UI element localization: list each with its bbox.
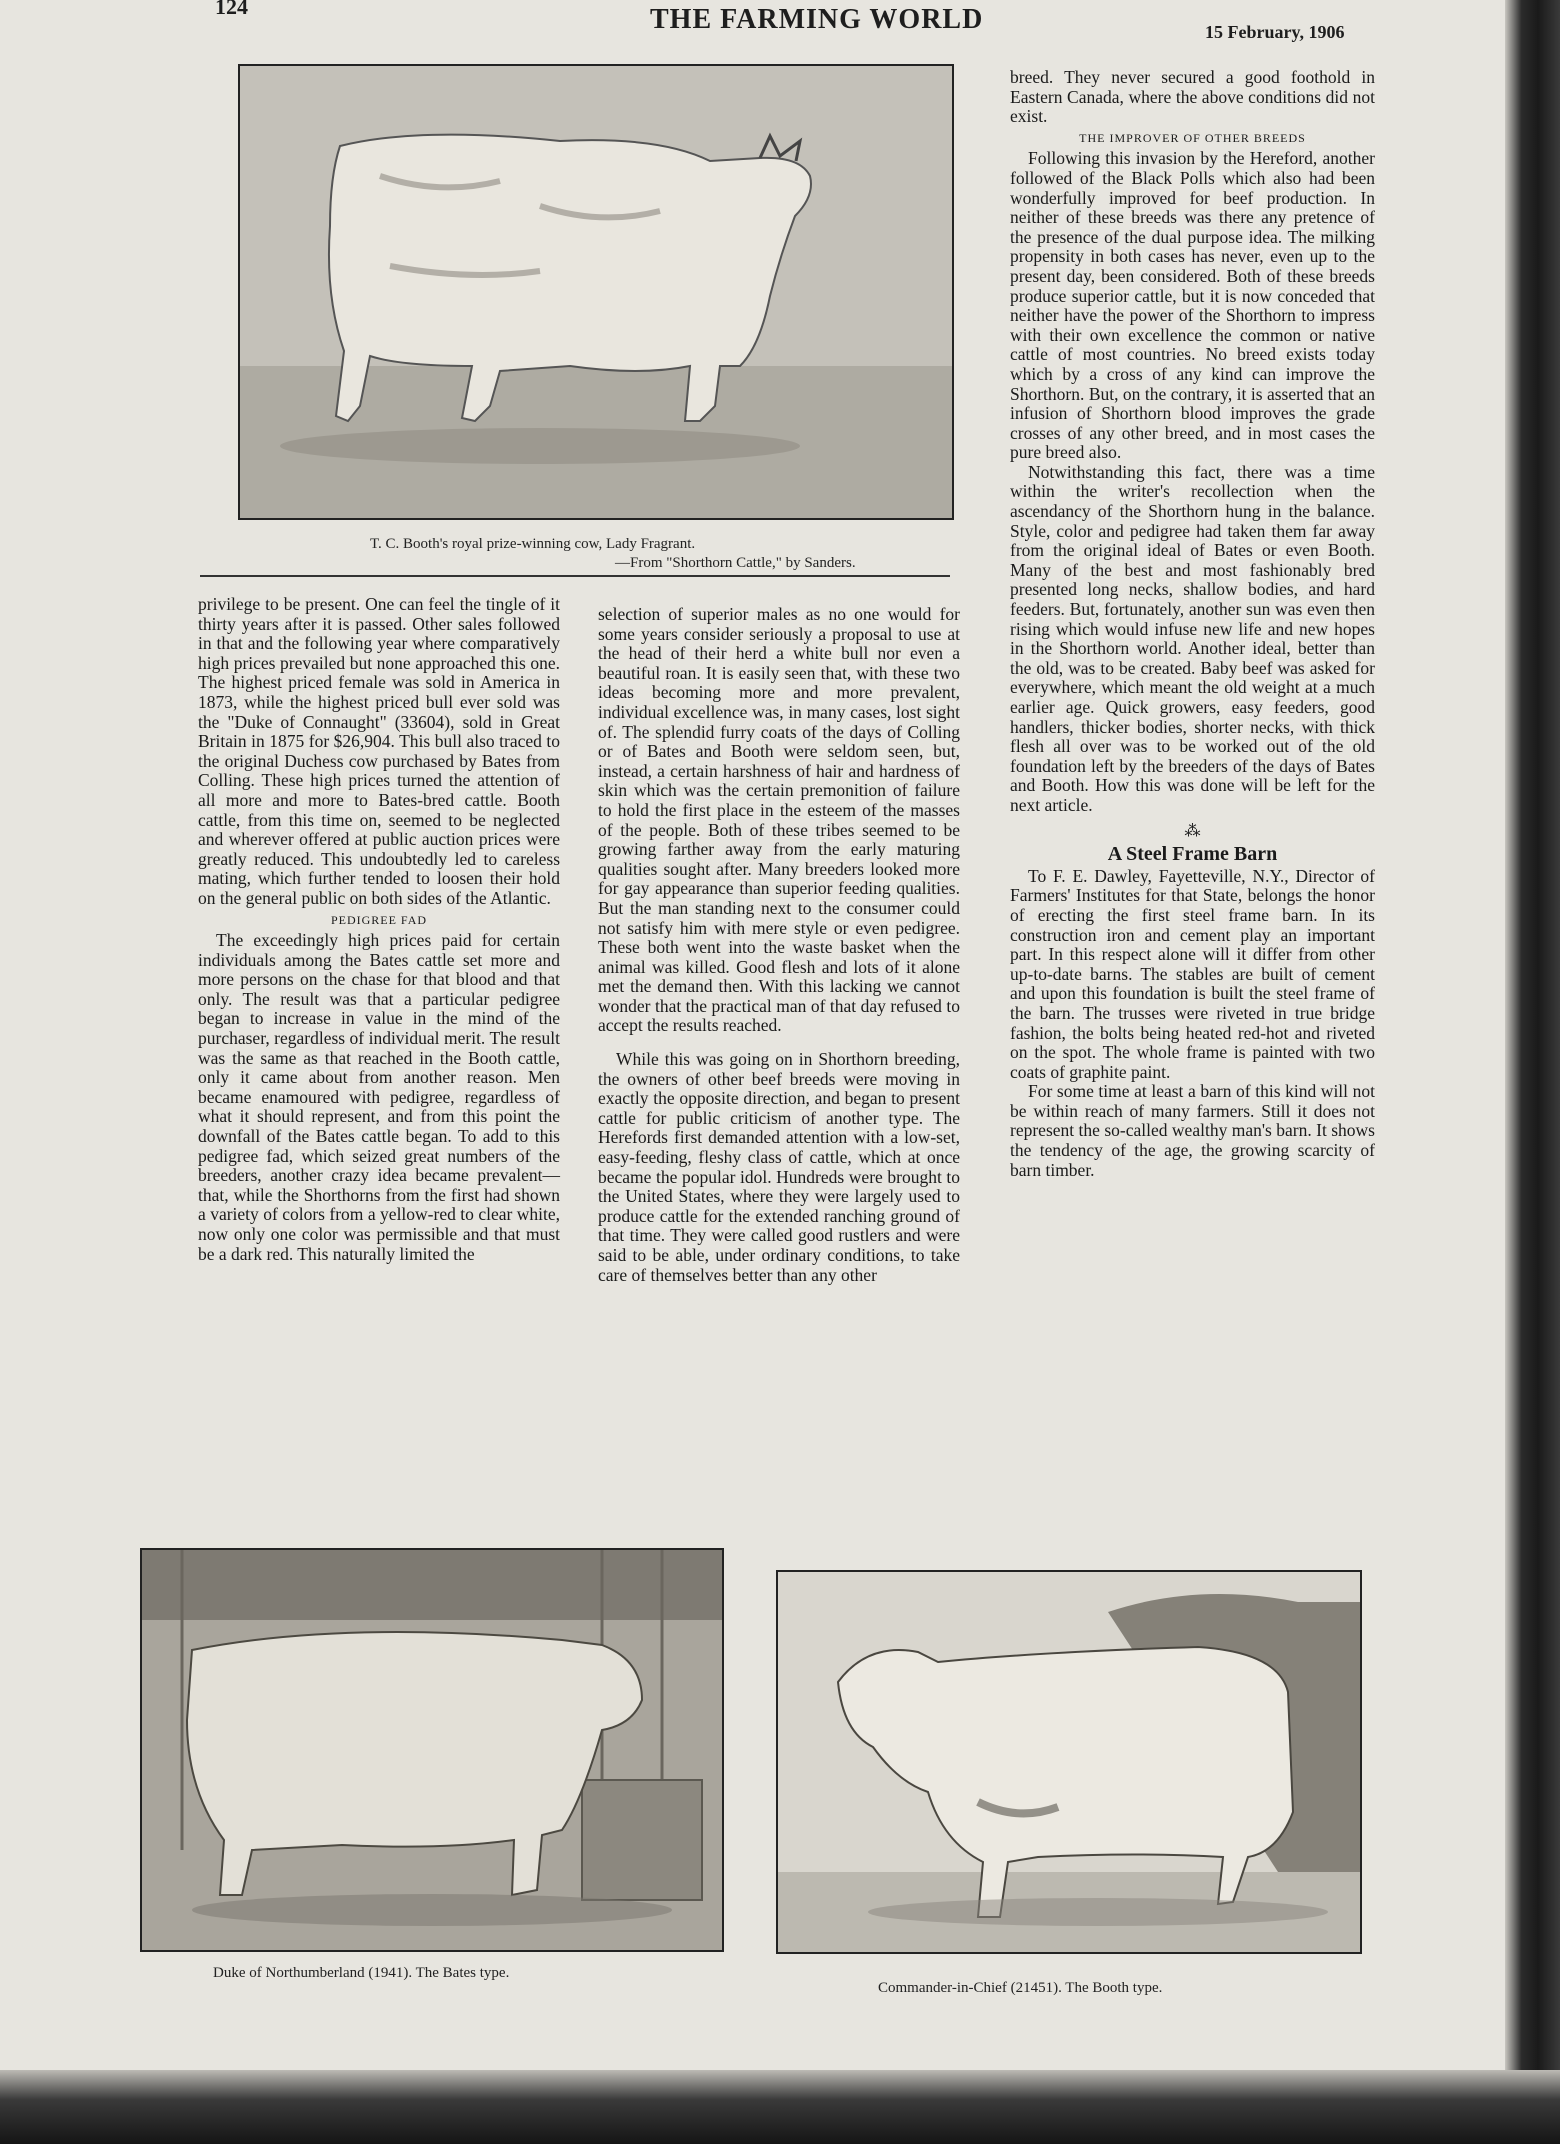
figure-bottom-left-caption: Duke of Northumberland (1941). The Bates type. (213, 1965, 510, 1981)
figure-commander-in-chief (776, 1570, 1362, 1954)
figure-bottom-right-caption: Commander-in-Chief (21451). The Booth type. (878, 1980, 1163, 1996)
column-3-paragraph: breed. They never secured a good foothold in Eastern Canada, where the above conditions did not exist. (1010, 67, 1375, 127)
column-1-paragraph: privilege to be present. One can feel the tingle of it thirty years after it is passed. Other sales followed in that and the following year where comparatively high prices prevailed but none approached this one. The highest priced female was sold in America in 1873, while the highest priced bull ever sold was the "Duke of Connaught" (33604), sold in Great Britain in 1875 for $26,904. This bull also traced to the original Duchess cow purchased by Bates from Colling. These high prices turned the attention of all more and more to Bates-bred cattle. Booth cattle, from this time on, seemed to be neglected and wherever offered at public auction prices were greatly reduced. This undoubtedly led to careless mating, which further tended to loosen their hold on the general public on both sides of the Atlantic. (198, 594, 560, 908)
subheading-improver-of-other-breeds: THE IMPROVER OF OTHER BREEDS (1079, 130, 1306, 145)
subheading-pedigree-fad: PEDIGREE FAD (330, 912, 428, 927)
masthead-title: THE FARMING WORLD (650, 4, 984, 35)
column-3-paragraph: Following this invasion by the Hereford, another followed of the Black Polls which also had been wonderfully improved for beef production. In neither of these breeds was there any pretence of the presence of the dual purpose idea. The milking propensity in both cases has never, even up to the present day, been considered. Both of these breeds produce superior cattle, but it is now conceded that neither have the power of the Shorthorn to impress with their own excellence the common or native cattle of most countries. No breed exists today which by a cross of any kind can improve the Shorthorn. But, on the contrary, it is asserted that an infusion of Shorthorn blood improves the grade crosses of any other breed, and in most cases the pure breed also. (1010, 148, 1375, 463)
column-2-paragraph: selection of superior males as no one would for some years consider seriously a proposal to use at the head of their herd a white bull nor even a beautiful roan. It is easily seen that, with these two ideas becoming more and more prevalent, individual excellence was, in many cases, lost sight of. The splendid furry coats of the days of Colling or of Bates and Booth were seldom seen, but, instead, a certain harshness of hair and hardness of skin which was the certain premonition of failure to hold the first place in the esteem of the masses of the people. Both of these tribes seemed to be growing farther away from the early maturing qualities sought after. Many breeders looked more for gay appearance than superior feeding qualities. But the man standing next to the consumer could not satisfy him with mere style or even pedigree. These both went into the waste basket when the animal was killed. Good flesh and lots of it alone met the demand then. With this lacking we cannot wonder that the practical man of that day refused to accept the results reached. (598, 604, 960, 1036)
bull-engraving-illustration (778, 1572, 1360, 1952)
column-3-paragraph: To F. E. Dawley, Fayetteville, N.Y., Director of Farmers' Institutes for that State, belongs the honor of erecting the first steel frame barn. In its construction iron and cement play an important part. In this respect alone will it differ from other up-to-date barns. The stables are built of cement and upon this foundation is built the steel frame of the barn. The trusses were riveted in true bridge fashion, the bolts being heated red-hot and riveted on the spot. The whole frame is painted with two coats of graphite paint. (1010, 865, 1375, 1082)
section-divider-rule (200, 575, 950, 577)
cow-engraving-illustration (240, 66, 952, 518)
scan-edge-right (1505, 0, 1560, 2144)
bull-engraving-illustration (142, 1550, 722, 1950)
figure-duke-of-northumberland (140, 1548, 724, 1952)
figure-top-credit: —From "Shorthorn Cattle," by Sanders. (615, 555, 856, 571)
column-2-paragraph: While this was going on in Shorthorn breeding, the owners of other beef breeds were moving in exactly the opposite direction, and began to present cattle for public criticism of another type. The Herefords first demanded attention with a low-set, easy-feeding, fleshy class of cattle, which at once became the popular idol. Hundreds were brought to the United States, where they were largely used to produce cattle for the extended ranching ground of that time. They were called good rustlers and were said to be able, under ordinary conditions, to take care of themselves better than any other (598, 1049, 960, 1285)
text-column-1 (198, 595, 560, 1264)
scan-edge-bottom (0, 2070, 1560, 2144)
text-column-2 (598, 605, 960, 1285)
column-3-paragraph: For some time at least a barn of this kind will not be within reach of many farmers. Still it does not represent the so-called wealthy man's barn. It shows the tendency of the age, the growing scarcity of barn timber. (1010, 1081, 1375, 1180)
column-3-paragraph: Notwithstanding this fact, there was a time within the writer's recollection when the ascendancy of the Shorthorn hung in the balance. Style, color and pedigree had taken them far away from the original ideal of Bates or even Booth. Many of the best and most fashionably bred presented long necks, shallow bodies, and hard feeders. But, fortunately, another sun was even then rising which would infuse new life and new hopes in the Shorthorn world. Another ideal, better than the old, was to be created. Baby beef was asked for everywhere, which meant the old weight at a much earlier age. Quick growers, easy feeders, good handlers, thicker bodies, shorter necks, with thick flesh all over was to be worked out of the old foundation left by the breeders of the days of Bates and Booth. How this was done will be left for the next article. (1010, 461, 1375, 815)
page-number: 124 (215, 0, 248, 19)
article-heading-steel-frame-barn: A Steel Frame Barn (1107, 843, 1278, 866)
issue-date: 15 February, 1906 (1205, 22, 1345, 42)
figure-lady-fragrant-cow (238, 64, 954, 520)
column-1-paragraph: The exceedingly high prices paid for certain individuals among the Bates cattle set more and more persons on the chase for that blood and that only. The result was that a particular pedigree began to increase in value in the mind of the purchaser, regardless of individual merit. The result was the same as that reached in the Booth cattle, only it came about from another reason. Men became enamoured with pedigree, regardless of what it should represent, and from this point the downfall of the Bates cattle began. To add to this pedigree fad, which seized great numbers of the breeders, another crazy idea became prevalent—that, while the Shorthorns from the first had shown a variety of colors from a yellow-red to clear white, now only one color was permissible and that must be a dark red. This naturally limited the (198, 930, 560, 1264)
section-ornament: ⁂ (1184, 822, 1201, 840)
text-column-3 (1010, 68, 1375, 1180)
figure-top-caption: T. C. Booth's royal prize-winning cow, Lady Fragrant. (370, 536, 696, 552)
